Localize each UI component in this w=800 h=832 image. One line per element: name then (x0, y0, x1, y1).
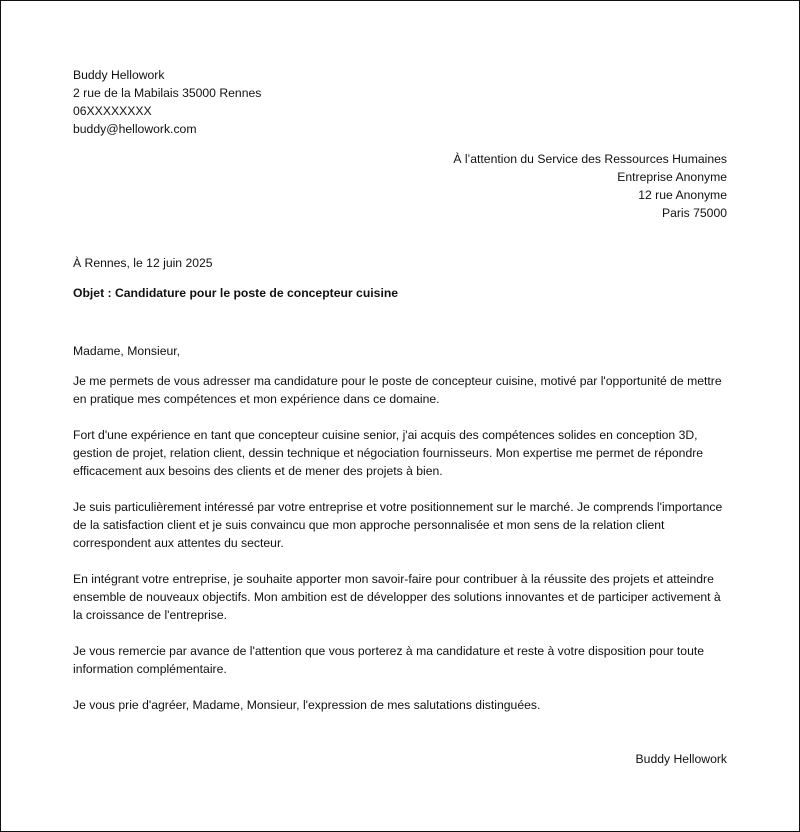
signature: Buddy Hellowork (635, 752, 727, 766)
body-paragraph-closing: Je vous prie d'agréer, Madame, Monsieur, l'expression de mes salutations distinguées. (73, 698, 541, 712)
recipient-street: 12 rue Anonyme (638, 188, 727, 202)
sender-email: buddy@hellowork.com (73, 122, 197, 136)
body-paragraph-intro: Je me permets de vous adresser ma candidature pour le poste de concepteur cuisine, motivé par l'opportunité de mettre en pratique mes compétences et mon expérience dans ce domaine. (73, 374, 722, 406)
body-paragraph-thanks: Je vous remercie par avance de l'attention que vous porterez à ma candidature et reste à votre disposition pour toute information complémentaire. (73, 644, 705, 676)
recipient-block (453, 150, 727, 222)
sender-address: 2 rue de la Mabilais 35000 Rennes (73, 86, 262, 100)
sender-name: Buddy Hellowork (73, 68, 165, 82)
body-paragraph-motivation: Je suis particulièrement intéressé par votre entreprise et votre positionnement sur le marché. Je comprends l'importance de la satisfaction client et je suis convaincu que mon approche personnalisée et mon sens de la relation client correspondent aux attentes du secteur. (73, 500, 723, 550)
body-paragraph-experience: Fort d'une expérience en tant que concepteur cuisine senior, j'ai acquis des compétences solides en conception 3D, gestion de projet, relation client, dessin technique et négociation fournisseurs. Mon expertise me permet de répondre efficacement aux besoins des clients et de mener des projets à bien. (73, 428, 704, 478)
recipient-attention: À l’attention du Service des Ressources Humaines (453, 152, 727, 166)
body-paragraph-ambition: En intégrant votre entreprise, je souhaite apporter mon savoir-faire pour contribuer à la réussite des projets et atteindre ensemble de nouveaux objectifs. Mon ambition est de développer des solutions innovantes et de participer activement à la croissance de l'entreprise. (73, 572, 721, 622)
letter-body (73, 342, 733, 732)
salutation: Madame, Monsieur, (73, 344, 181, 358)
letter-date: À Rennes, le 12 juin 2025 (73, 256, 213, 270)
sender-block (73, 66, 261, 138)
letter-subject: Objet : Candidature pour le poste de concepteur cuisine (73, 286, 399, 300)
recipient-company: Entreprise Anonyme (617, 170, 727, 184)
sender-phone: 06XXXXXXXX (73, 104, 152, 118)
recipient-city: Paris 75000 (661, 206, 727, 220)
